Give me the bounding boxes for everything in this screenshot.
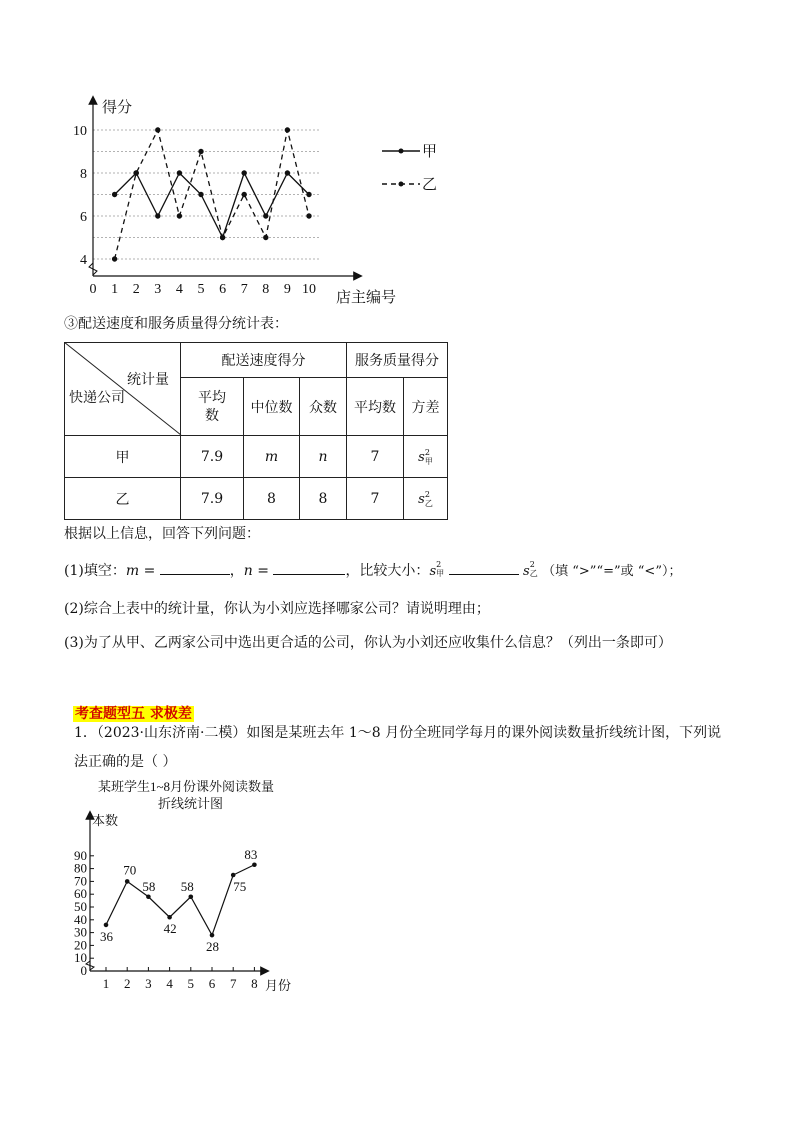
x-tick-label: 1 xyxy=(111,282,119,297)
data-point xyxy=(112,256,117,261)
x-tick-label: 5 xyxy=(197,282,205,297)
chart2-data-label: 58 xyxy=(180,878,194,894)
legend xyxy=(382,143,437,193)
chart2-data-label: 28 xyxy=(206,939,219,955)
y-tick-label: 6 xyxy=(80,210,87,225)
chart2-data-point xyxy=(252,862,257,867)
x-tick-label: 3 xyxy=(154,282,162,297)
data-point xyxy=(220,235,225,240)
chart2-data-label: 42 xyxy=(163,921,177,937)
chart2-data-point xyxy=(104,923,109,928)
x-tick-label: 9 xyxy=(283,282,291,297)
data-point xyxy=(263,235,268,240)
data-point xyxy=(112,192,117,197)
col-header-avg1: 平均数 xyxy=(181,378,244,436)
data-point xyxy=(155,213,160,218)
chart2-x-tick-label: 8 xyxy=(251,976,258,991)
col-header-mode: 众数 xyxy=(300,378,347,436)
variance-cell: s 2 甲 xyxy=(404,436,448,478)
corner-top-label: 统计量 xyxy=(127,372,169,388)
data-point xyxy=(285,170,290,175)
legend-dot-yi xyxy=(399,182,404,187)
chart2-y-tick-label: 30 xyxy=(74,924,87,940)
data-point xyxy=(177,170,182,175)
legend-label-jia: 甲 xyxy=(422,144,438,160)
chart2-subtitle: 折线统计图 xyxy=(158,796,224,811)
section-title: 考查题型五 求极差 xyxy=(75,706,192,722)
chart2-data-point xyxy=(231,873,236,878)
data-point xyxy=(198,192,203,197)
chart2-y-tick-label: 0 xyxy=(80,963,87,978)
data-point xyxy=(263,213,268,218)
data-point xyxy=(242,170,247,175)
chart2-y-tick-label: 70 xyxy=(74,873,87,889)
question-2: (2)综合上表中的统计量，你认为小刘应选择哪家公司？请说明理由； xyxy=(64,601,490,617)
y-tick-label: 4 xyxy=(80,253,87,268)
x-axis-label: 店主编号 xyxy=(336,290,397,306)
col-header-variance: 方差 xyxy=(404,378,448,436)
data-point xyxy=(242,192,247,197)
series-line-yi xyxy=(115,130,309,259)
chart2-x-tick-label: 5 xyxy=(187,976,195,991)
y-tick-label: 8 xyxy=(80,167,87,182)
x-tick-label: 6 xyxy=(219,282,227,297)
chart2-data-point xyxy=(125,879,130,884)
chart2-x-tick-label: 4 xyxy=(166,976,173,991)
x-tick-label: 2 xyxy=(132,282,140,297)
x-tick-label: 8 xyxy=(262,282,270,297)
y-axis-label: 得分 xyxy=(102,100,133,116)
data-point xyxy=(155,127,160,132)
table-row xyxy=(65,478,448,520)
median-cell: m xyxy=(244,436,300,478)
variance-cell: s 2 乙 xyxy=(404,478,448,520)
data-point xyxy=(198,149,203,154)
blank-m[interactable] xyxy=(160,560,230,575)
data-point xyxy=(134,170,139,175)
chart2-y-tick-label: 40 xyxy=(74,911,87,927)
chart2-title: 某班学生1~8月份课外阅读数量 xyxy=(98,779,275,794)
avg2-cell: 7 xyxy=(347,436,404,478)
chart2-y-tick-label: 50 xyxy=(74,899,87,914)
chart2-x-tick-label: 3 xyxy=(145,976,152,991)
chart2-y-tick-label: 20 xyxy=(74,937,87,953)
group-header-delivery: 配送速度得分 xyxy=(181,343,347,378)
chart2-x-tick-label: 2 xyxy=(123,976,131,991)
x-tick-label: 10 xyxy=(302,282,316,297)
data-point xyxy=(306,213,311,218)
x-tick-label: 4 xyxy=(175,282,183,297)
chart2-data-label: 75 xyxy=(233,879,247,894)
question-1: (1)填空：m = ，n = ，比较大小：s 2 甲 s 2 乙 （填 “>”“=”或 “<”）； xyxy=(64,560,682,579)
company-cell: 甲 xyxy=(65,436,181,478)
chart2-data-point xyxy=(146,894,151,899)
median-cell: 8 xyxy=(244,478,300,520)
avg1-cell: 7.9 xyxy=(181,478,244,520)
questions-intro: 根据以上信息，回答下列问题： xyxy=(64,526,260,542)
col-header-avg2: 平均数 xyxy=(347,378,404,436)
group-header-service: 服务质量得分 xyxy=(347,343,448,378)
legend-dot-jia xyxy=(399,149,404,154)
chart2-data-label: 83 xyxy=(244,846,258,862)
chart2-data-label: 58 xyxy=(142,878,156,894)
x-tick-label: 0 xyxy=(89,282,97,297)
question-3: (3)为了从甲、乙两家公司中选出更合适的公司，你认为小刘还应收集什么信息？（列出一条即可） xyxy=(64,635,672,651)
table-row xyxy=(65,436,448,478)
chart2-y-axis-label: 本数 xyxy=(92,813,119,828)
blank-compare[interactable] xyxy=(449,560,519,575)
data-point xyxy=(177,213,182,218)
avg1-cell: 7.9 xyxy=(181,436,244,478)
company-cell: 乙 xyxy=(65,478,181,520)
corner-bottom-label: 快递公司 xyxy=(69,390,125,406)
chart2-data-point xyxy=(167,915,172,920)
blank-n[interactable] xyxy=(273,560,345,575)
reading-line-chart xyxy=(60,775,320,1005)
chart2-x-tick-label: 7 xyxy=(229,976,237,991)
chart2-data-point xyxy=(189,894,194,899)
legend-label-yi: 乙 xyxy=(422,177,438,193)
problem-1-line1: 1．（2023·山东济南·二模）如图是某班去年 1～8 月份全班同学每月的课外阅读数量折线统计图，下列说 xyxy=(74,725,722,741)
mode-cell: n xyxy=(300,436,347,478)
col-header-median: 中位数 xyxy=(244,378,300,436)
chart2-data-label: 70 xyxy=(123,862,137,878)
corner-diagonal xyxy=(64,342,182,436)
chart2-x-axis-label: 月份 xyxy=(265,978,292,993)
chart2-y-tick-label: 60 xyxy=(74,886,87,902)
chart2-y-tick-label: 80 xyxy=(74,860,87,876)
data-point xyxy=(285,127,290,132)
data-point xyxy=(306,192,311,197)
chart2-y-tick-label: 90 xyxy=(74,847,87,863)
chart2-y-tick-label: 10 xyxy=(74,950,87,966)
chart2-x-tick-label: 1 xyxy=(102,976,110,991)
problem-1-line2: 法正确的是（ ） xyxy=(74,754,177,770)
y-tick-label: 10 xyxy=(73,124,87,139)
x-tick-label: 7 xyxy=(240,282,248,297)
series-line-jia xyxy=(115,173,309,238)
chart2-x-tick-label: 6 xyxy=(208,976,216,991)
avg2-cell: 7 xyxy=(347,478,404,520)
table-caption: ③配送速度和服务质量得分统计表： xyxy=(64,316,288,332)
mode-cell: 8 xyxy=(300,478,347,520)
chart2-data-point xyxy=(210,933,215,938)
chart2-data-label: 36 xyxy=(100,928,113,944)
score-line-chart xyxy=(60,90,460,310)
